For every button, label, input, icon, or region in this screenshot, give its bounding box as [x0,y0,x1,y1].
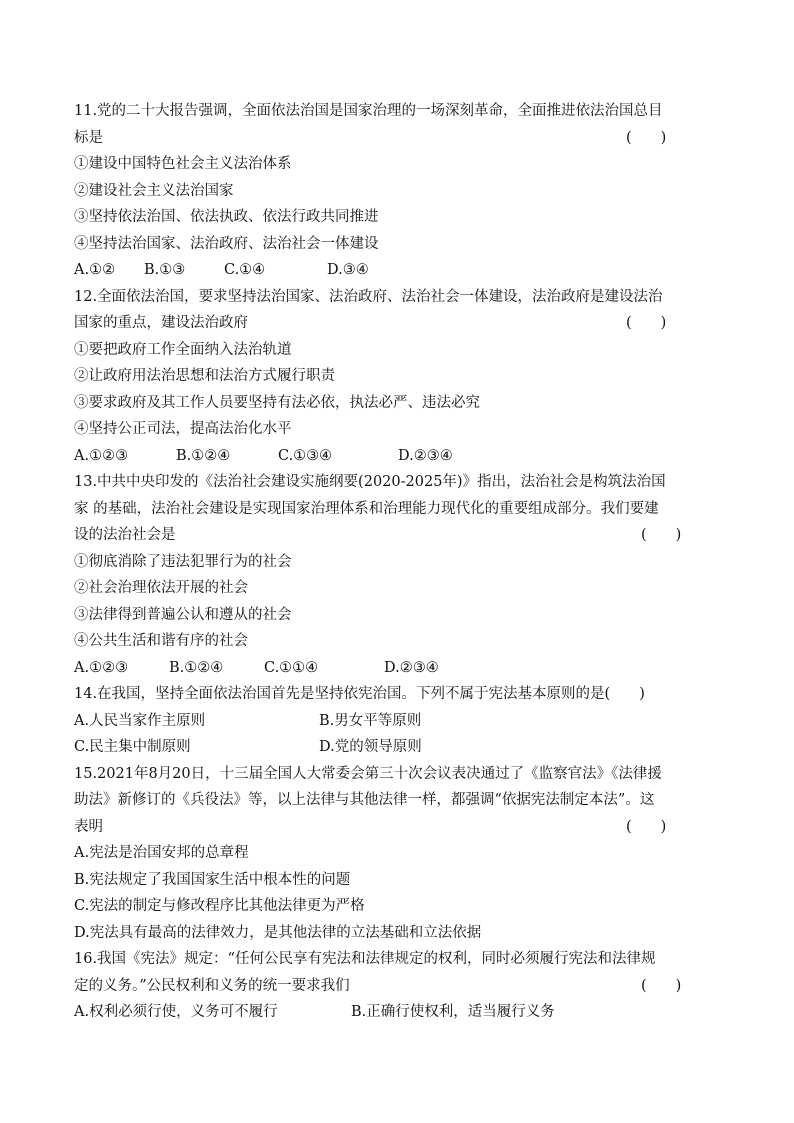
q13-answer-blank: ( ) [641,527,682,543]
q15-option-d: D.宪法具有最高的法律效力，是其他法律的立法基础和立法依据 [74,924,482,941]
q11-stem-line2 [74,125,724,152]
q13-stem-line3 [74,522,724,549]
q11-item-4: ④坚持法治国家、法治政府、法治社会一体建设 [74,235,379,252]
q12-option-d: D.②③④ [398,447,453,464]
q13-item-2: ②社会治理依法开展的社会 [74,580,248,596]
q12-options [74,443,724,470]
q12-item-1: ①要把政府工作全面纳入法治轨道 [74,341,292,358]
q12-option-b: B.①②④ [176,447,231,464]
q13-item-1: ①彻底消除了违法犯罪行为的社会 [74,553,292,570]
q12-option-a: A.①②③ [74,447,129,464]
q16-stem-line2 [74,973,724,1000]
q14-option-d: D.党的领导原则 [319,739,422,755]
q11-answer-blank: ( ) [626,129,667,146]
q15-stem-line1: 15.2021年8月20日，十三届全国人大常委会第三十次会议表决通过了《监察官法》《法律援 [74,765,662,782]
q13-option-b: B.①②④ [169,659,224,676]
q13-stem-line1: 13.中共中央印发的《法治社会建设实施纲要(2020-2025年)》指出，法治社会是构筑法治国 [74,474,666,490]
q14-options-row2 [74,734,724,761]
q15-option-c: C.宪法的制定与修改程序比其他法律更为严格 [74,898,365,914]
q13-item-3: ③法律得到普遍公认和遵从的社会 [74,606,292,623]
q14-options-row1 [74,708,724,735]
q15-answer-blank: ( ) [626,818,667,835]
q16-options [74,999,724,1026]
q13-option-c: C.①①④ [264,659,319,676]
q11-option-a: A.①② [74,262,116,278]
q12-item-2: ②让政府用法治思想和法治方式履行职责 [74,368,335,384]
q12-stem-line2-text: 国家的重点，建设法治政府 [74,315,248,331]
q11-option-c: C.①④ [224,262,266,278]
q14-option-c: C.民主集中制原则 [74,739,191,755]
q15-option-b: B.宪法规定了我国国家生活中根本性的问题 [74,871,351,888]
q13-stem-line2: 家 的基础，法治社会建设是实现国家治理体系和治理能力现代化的重要组成部分。我们要建 [74,500,659,517]
q12-option-c: C.①③④ [278,447,333,464]
q16-stem-line1: 16.我国《宪法》规定：“任何公民享有宪法和法律规定的权利，同时必须履行宪法和法律规 [74,951,656,967]
q11-stem-line1: 11.党的二十大报告强调，全面依法治国是国家治理的一场深刻革命，全面推进依法治国总目 [74,103,663,119]
q11-option-d: D.③④ [327,262,369,278]
q13-option-d: D.②③④ [384,659,439,676]
q12-answer-blank: ( ) [626,315,667,331]
q15-stem-line3-text: 表明 [74,818,103,835]
q15-stem-line3 [74,814,724,841]
q15-stem-line2: 助法》新修订的《兵役法》等，以上法律与其他法律一样，都强调“依据宪法制定本法”。这 [74,792,655,808]
q13-option-a: A.①②③ [74,659,129,676]
q13-stem-line3-text: 设的法治社会是 [74,527,176,543]
q11-option-b: B.①③ [144,262,186,278]
q11-item-1: ①建设中国特色社会主义法治体系 [74,156,292,172]
q15-option-a: A.宪法是治国安邦的总章程 [74,845,249,861]
q11-stem-line2-text: 标是 [74,129,103,146]
q16-option-a: A.权利必须行使，义务可不履行 [74,1004,278,1020]
q12-stem-line2 [74,310,724,337]
q11-options [74,257,724,284]
questions-content [74,98,724,1026]
q16-option-b: B.正确行使权利，适当履行义务 [351,1004,555,1020]
q14-option-b: B.男女平等原则 [319,712,422,729]
q12-item-4: ④坚持公正司法，提高法治化水平 [74,421,292,437]
q11-item-2: ②建设社会主义法治国家 [74,182,234,199]
q14-stem-line1: 14.在我国，坚持全面依法治国首先是坚持依宪治国。下列不属于宪法基本原则的是( ) [74,686,645,702]
q13-item-4: ④公共生活和谐有序的社会 [74,633,248,649]
q16-stem-line2-text: 定的义务。”公民权利和义务的统一要求我们 [74,977,350,994]
q16-answer-blank: ( ) [641,977,682,994]
q13-options [74,655,724,682]
q12-item-3: ③要求政府及其工作人员要坚持有法必依，执法必严、违法必究 [74,394,480,411]
q11-item-3: ③坚持依法治国、依法执政、依法行政共同推进 [74,209,379,225]
q12-stem-line1: 12.全面依法治国，要求坚持法治国家、法治政府、法治社会一体建设，法治政府是建设法治 [74,288,663,305]
q14-option-a: A.人民当家作主原则 [74,712,206,729]
